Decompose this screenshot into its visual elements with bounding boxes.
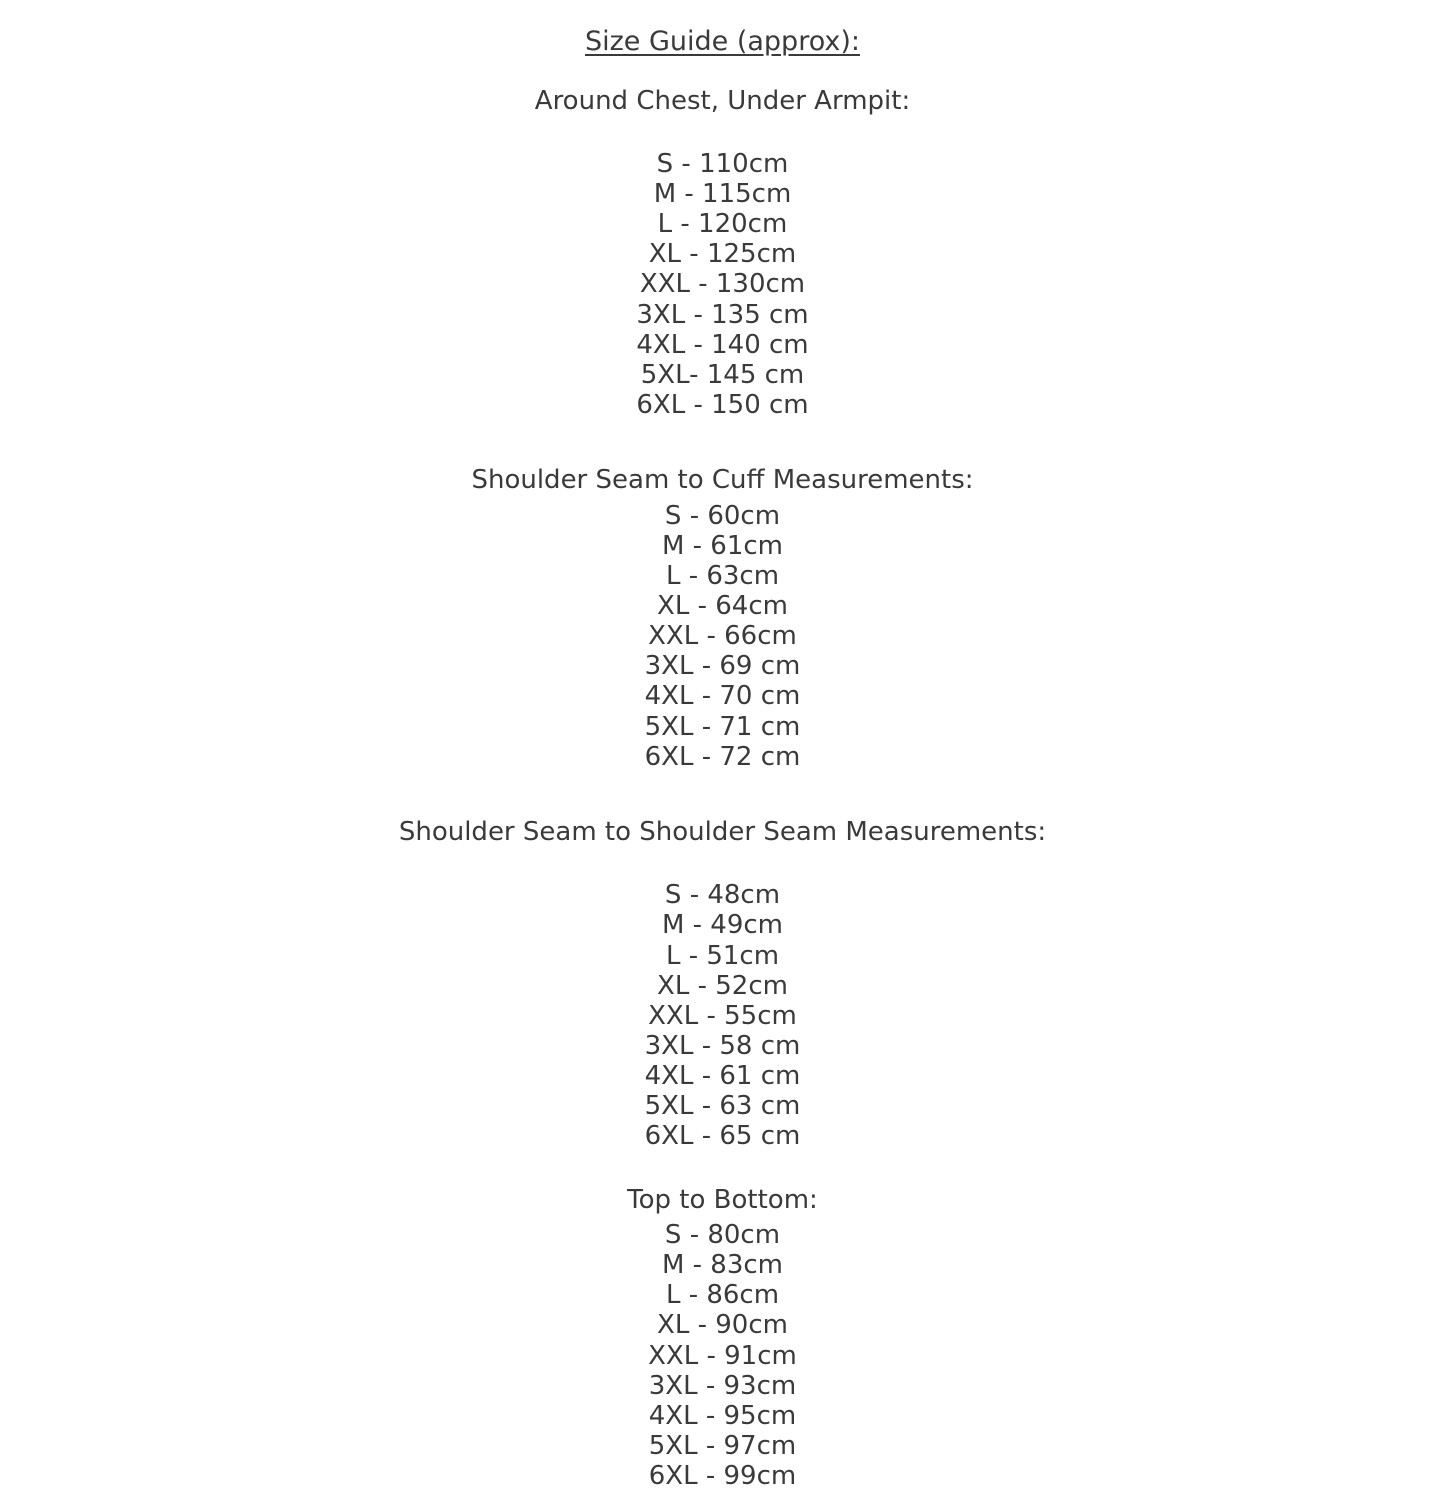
measurement-row: 3XL - 93cm [648, 1370, 797, 1401]
section-heading: Shoulder Seam to Cuff Measurements: [471, 465, 974, 496]
measurement-row: M - 115cm [653, 178, 792, 209]
measurement-row: XL - 52cm [657, 970, 788, 1001]
measurement-row: 6XL - 99cm [648, 1461, 797, 1491]
measurement-row: L - 86cm [665, 1280, 780, 1311]
measurement-row: 4XL - 95cm [648, 1400, 797, 1431]
measurement-row: 5XL- 145 cm [640, 359, 805, 390]
measurement-row: 3XL - 69 cm [644, 651, 801, 682]
measurement-row: 6XL - 72 cm [644, 741, 801, 772]
section-heading: Around Chest, Under Armpit: [534, 85, 911, 116]
measurement-row: XL - 64cm [657, 590, 788, 621]
section-shoulder-to-cuff [0, 460, 1445, 772]
measurement-row: 6XL - 150 cm [636, 390, 809, 421]
section-heading: Top to Bottom: [627, 1184, 818, 1215]
measurement-row: 4XL - 70 cm [644, 681, 801, 712]
measurement-row: S - 110cm [656, 148, 789, 179]
measurement-row: XXL - 91cm [648, 1340, 797, 1371]
section-around-chest [0, 81, 1445, 421]
measurement-row: 3XL - 58 cm [644, 1030, 801, 1061]
page-title: Size Guide (approx): [584, 26, 861, 57]
measurement-row: 3XL - 135 cm [636, 299, 809, 330]
measurement-row: XL - 125cm [648, 239, 797, 270]
measurement-row: L - 120cm [657, 209, 788, 240]
measurement-list [648, 1220, 797, 1491]
measurement-row: L - 51cm [665, 940, 780, 971]
measurement-row: S - 48cm [664, 880, 781, 911]
measurement-row: 4XL - 140 cm [636, 329, 809, 360]
section-top-to-bottom [0, 1180, 1445, 1491]
measurement-row: S - 80cm [664, 1219, 781, 1250]
measurement-row: M - 83cm [661, 1250, 784, 1281]
measurement-row: M - 61cm [661, 530, 784, 561]
measurement-row: M - 49cm [661, 910, 784, 941]
measurement-row: 6XL - 65 cm [644, 1121, 801, 1152]
measurement-row: XXL - 66cm [648, 621, 797, 652]
measurement-row: L - 63cm [665, 560, 780, 591]
measurement-row: XXL - 55cm [648, 1000, 797, 1031]
section-shoulder-to-shoulder [0, 812, 1445, 1152]
measurement-list [645, 501, 801, 772]
measurement-row: 5XL - 63 cm [644, 1091, 801, 1122]
measurement-row: XXL - 130cm [639, 269, 806, 300]
measurement-row: 4XL - 61 cm [644, 1061, 801, 1092]
section-heading: Shoulder Seam to Shoulder Seam Measurements: [398, 816, 1047, 847]
measurement-row: S - 60cm [664, 500, 781, 531]
measurement-list [645, 880, 801, 1151]
measurement-row: 5XL - 71 cm [644, 711, 801, 742]
measurement-row: XL - 90cm [657, 1310, 788, 1341]
measurement-list [636, 149, 808, 420]
measurement-row: 5XL - 97cm [648, 1431, 797, 1461]
